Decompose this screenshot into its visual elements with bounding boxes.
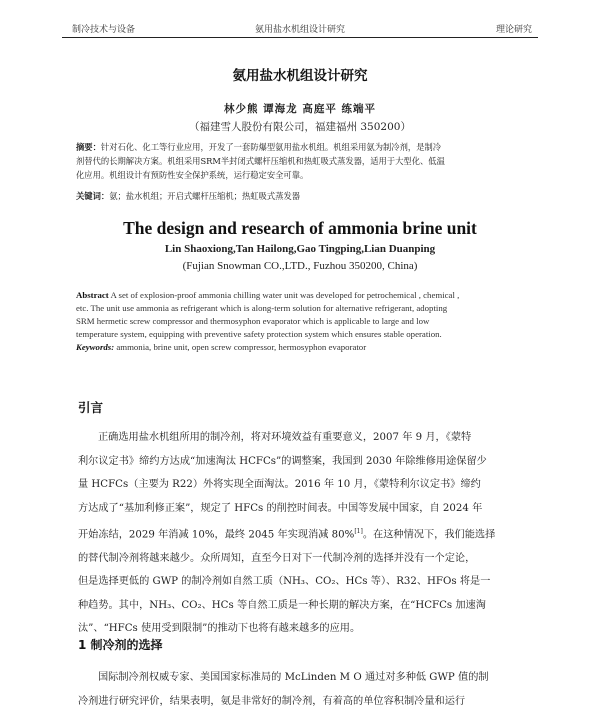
intro-line: 的替代制冷剂将越来越少。众所周知，直至今日对下一代制冷剂的选择并没有一个定论， bbox=[78, 552, 476, 564]
chinese-title: 氨用盐水机组设计研究 bbox=[232, 68, 368, 84]
english-keywords-text: ammonia, brine unit, open screw compressor, hermosyphon evaporator bbox=[114, 342, 367, 352]
section1-line: 国际制冷剂权威专家、美国国家标准局的 McLinden M O 通过对多种低 GWP 值的制 bbox=[98, 672, 489, 683]
running-title: 氨用盐水机组设计研究 bbox=[254, 25, 345, 35]
english-authors: Lin Shaoxiong,Tan Hailong,Gao Tingping,Lian Duanping bbox=[164, 243, 436, 255]
chinese-abstract-line: 剂替代的长期解决方案。机组采用SRM半封闭式螺杆压缩机和热虹吸式蒸发器，适用于大型化、低温 bbox=[76, 156, 445, 166]
chinese-abstract-label: 摘要： bbox=[76, 142, 101, 152]
intro-line: 开始冻结，2029 年消减 10%，最终 2045 年实现消减 80% bbox=[78, 529, 355, 541]
intro-paragraph bbox=[78, 426, 526, 641]
section-label: 理论研究 bbox=[495, 25, 532, 35]
chinese-authors: 林少熊 谭海龙 高庭平 练端平 bbox=[224, 103, 376, 115]
english-affiliation: (Fujian Snowman CO.,LTD., Fuzhou 350200, China) bbox=[182, 260, 418, 272]
intro-line-tail: 。在这种情况下，我们能选择 bbox=[362, 529, 496, 541]
header-rule bbox=[62, 37, 538, 38]
english-abstract-line: A set of explosion-proof ammonia chilling water unit was developed for petrochemical , chemical , bbox=[110, 290, 460, 300]
english-abstract bbox=[76, 289, 532, 354]
chinese-abstract bbox=[76, 140, 528, 182]
chinese-affiliation: （福建雪人股份有限公司，福建福州 350200） bbox=[189, 121, 411, 133]
intro-line: 量 HCFCs（主要为 R22）外将实现全面淘汰。2016 年 10 月，《蒙特利尔议定书》缔约 bbox=[78, 479, 481, 490]
intro-heading: 引言 bbox=[78, 400, 104, 415]
chinese-keywords-text: 氨；盐水机组；开启式螺杆压缩机；热虹吸式蒸发器 bbox=[109, 191, 301, 201]
chinese-abstract-line: 化应用。机组设计有预防性安全保护系统，运行稳定安全可靠。 bbox=[76, 170, 309, 180]
english-keywords-label: Keywords: bbox=[76, 342, 115, 352]
intro-line: 方达成了“基加利修正案”，规定了 HFCs 的削控时间表。中国等发展中国家，自 2024 年 bbox=[78, 502, 483, 514]
english-abstract-line: etc. The unit use ammonia as refrigerant which is along-term solution for alternative refrigerant, adopting bbox=[76, 303, 448, 313]
intro-line: 正确选用盐水机组所用的制冷剂，将对环境效益有重要意义，2007 年 9 月，《蒙特 bbox=[98, 432, 472, 443]
english-abstract-line: SRM hermetic screw compressor and thermosyphon evaporator which is applicable to large and low bbox=[76, 316, 430, 326]
english-abstract-label: Abstract bbox=[76, 290, 109, 300]
english-title: The design and research of ammonia brine unit bbox=[123, 218, 477, 238]
intro-line: 种趋势。其中，NH₃、CO₂、HCs 等自然工质是一种长期的解决方案，在“HCFCs 加速淘 bbox=[78, 599, 486, 611]
chinese-abstract-line: 针对石化、化工等行业应用，开发了一套防爆型氨用盐水机组。机组采用氨为制冷剂，是制冷 bbox=[100, 142, 442, 152]
intro-line: 但是选择更低的 GWP 的制冷剂如自然工质（NH₃、CO₂、HCs 等）、R32、HFOs 将是一 bbox=[78, 576, 491, 588]
intro-line: 汰”、“HFCs 使用受到限制”的推动下也将有越来越多的应用。 bbox=[78, 623, 361, 635]
intro-line: 利尔议定书》缔约方达成“加速淘汰 HCFCs”的调整案，我国到 2030 年除维修用途保留少 bbox=[78, 455, 487, 467]
chinese-keywords bbox=[76, 189, 528, 203]
running-header bbox=[62, 22, 538, 36]
section1-line: 冷剂进行研究评价，结果表明，氨是非常好的制冷剂，有着高的单位容积制冷量和运行 bbox=[78, 695, 466, 707]
journal-name: 制冷技术与设备 bbox=[72, 25, 136, 35]
reference-mark: [1] bbox=[354, 528, 363, 535]
chinese-keywords-label: 关键词： bbox=[76, 191, 110, 201]
section1-paragraph bbox=[78, 666, 526, 713]
english-abstract-line: temperature system, equipping with preventive safety protection system which ensures stable operation. bbox=[76, 329, 442, 339]
section1-heading: 1 制冷剂的选择 bbox=[78, 638, 163, 652]
